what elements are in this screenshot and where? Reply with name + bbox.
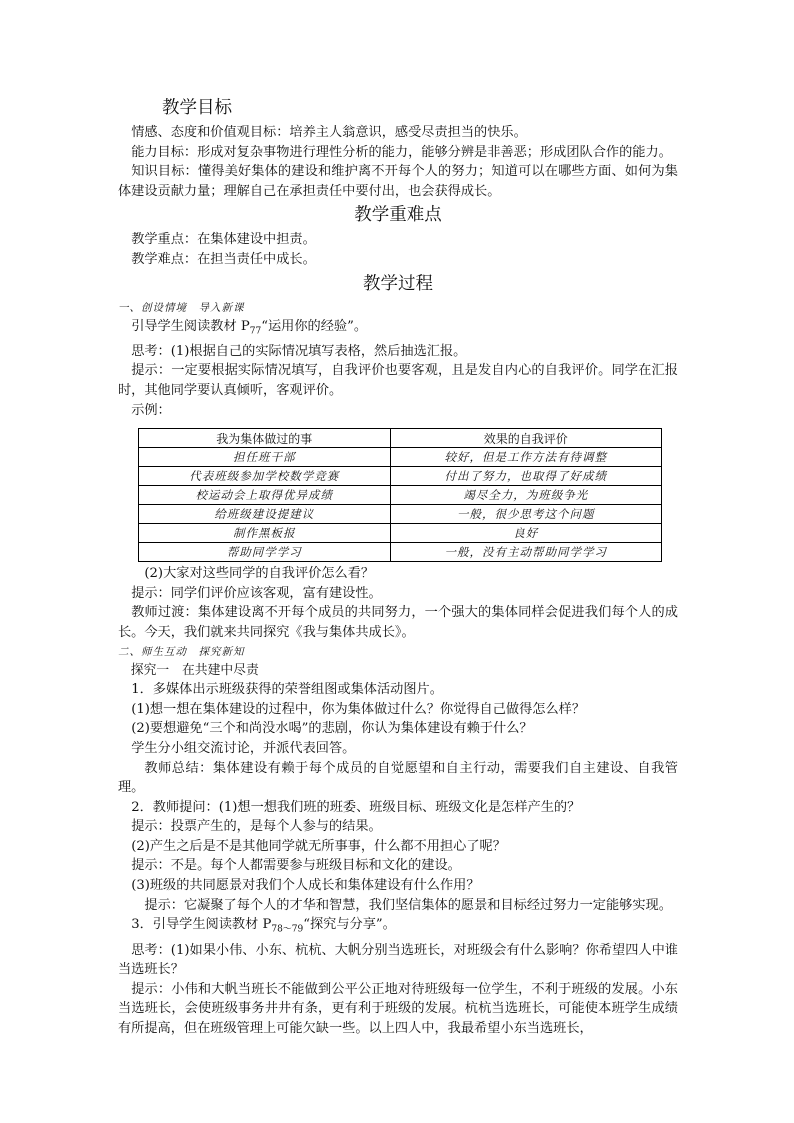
key-difficulty: 教学难点：在担当责任中成长。: [131, 251, 316, 267]
table-cell: 代表班级参加学校数学竞赛: [139, 467, 391, 486]
item1-q1: (1)想一想在集体建设的过程中，你为集体做过什么？你觉得自己做得怎么样？: [131, 701, 586, 717]
heading-key-points: 教学重难点: [354, 205, 442, 226]
table-cell: 校运动会上取得优异成绩: [139, 486, 391, 505]
table-cell: 付出了努力，也取得了好成绩: [390, 467, 661, 486]
table-header-cell: 效果的自我评价: [390, 429, 661, 448]
item1-discuss: 学生分小组交流讨论，并派代表回答。: [131, 740, 356, 756]
table-cell: 较好，但是工作方法有待调整: [390, 448, 661, 467]
section1-think: 思考：(1)根据自己的实际情况填写表格，然后抽选汇报。: [131, 343, 467, 359]
key-focus: 教学重点：在集体建设中担责。: [131, 232, 316, 248]
item3-page: 78～79: [271, 924, 304, 935]
table-cell: 良好: [390, 524, 661, 543]
section1-q2: (2)大家对这些同学的自我评价怎么看？: [144, 566, 375, 582]
item1-q2: (2)要想避免“三个和尚没水喝”的悲剧，你认为集体建设有赖于什么？: [131, 721, 533, 737]
table-row: [139, 524, 662, 543]
table-row: [139, 486, 662, 505]
table-cell: 一般，没有主动帮助同学学习: [390, 543, 661, 562]
table-cell: 制作黑板报: [139, 524, 391, 543]
item2-q3: (3)班级的共同愿景对我们个人成长和集体建设有什么作用？: [131, 878, 480, 894]
self-evaluation-table: [138, 428, 662, 562]
item3-hint: 提示：小伟和大帆当班长不能做到公平公正地对待班级每一位学生，不利于班级的发展。小东当选班长，会使班级事务井井有条，更有利于班级的发展。杭杭当选班长，可能使本班学生成绩有所提高，但在班级管理上可能欠缺一些。以上四人中，我最希望小东当选班长，: [118, 981, 678, 1036]
item3: [118, 915, 678, 940]
goal-knowledge: 知识目标：懂得美好集体的建设和维护离不开每个人的努力；知道可以在哪些方面、如何为集体建设贡献力量；理解自己在承担责任中要付出，也会获得成长。: [118, 164, 678, 199]
table-header-row: [139, 429, 662, 448]
section2-title: 二、师生互动 探究新知: [118, 645, 245, 658]
section1-hint: 提示：一定要根据实际情况填写，自我评价也要客观，且是发自内心的自我评价。同学在汇报时，其他同学要认真倾听，客观评价。: [118, 363, 678, 398]
section1-example: 示例：: [131, 402, 171, 418]
document-page: [118, 96, 678, 1038]
table-cell: 担任班干部: [139, 448, 391, 467]
goal-emotion: 情感、态度和价值观目标：培养主人翁意识，感受尽责担当的快乐。: [131, 125, 527, 140]
goal-ability: 能力目标：形成对复杂事物进行理性分析的能力，能够分辨是非善恶；形成团队合作的能力。: [131, 144, 672, 160]
heading-teaching-process: 教学过程: [363, 273, 433, 294]
table-cell: 竭尽全力，为班级争光: [390, 486, 661, 505]
item2-hint1: 提示：投票产生的，是每个人参与的结果。: [131, 819, 382, 835]
table-row: [139, 543, 662, 562]
guide-prefix: 引导学生阅读教材 P: [131, 318, 250, 334]
section1-transition: 教师过渡：集体建设离不开每个成员的共同努力，一个强大的集体同样会促进我们每个人的成长。今天，我们就来共同探究《我与集体共成长》。: [118, 605, 678, 640]
guide-suffix: “运用你的经验”。: [261, 318, 368, 334]
section1-guide: [118, 317, 678, 342]
explore1-title: 探究一 在共建中尽责: [130, 662, 259, 678]
item2: 2．教师提问：(1)想一想我们班的班委、班级目标、班级文化是怎样产生的？: [131, 799, 581, 815]
section1-title: 一、创设情境 导入新课: [118, 301, 245, 314]
section1-hint2: 提示：同学们评价应该客观，富有建设性。: [131, 585, 382, 601]
item3-suffix: “探究与分享”。: [303, 917, 396, 933]
item2-hint2: 提示：不是。每个人都需要参与班级目标和文化的建设。: [131, 858, 461, 874]
item1: 1．多媒体出示班级获得的荣誉组图或集体活动图片。: [131, 682, 443, 698]
item3-think: 思考：(1)如果小伟、小东、杭杭、大帆分别当选班长，对班级会有什么影响？你希望四人中谁当选班长？: [118, 942, 678, 978]
table-cell: 给班级建设提建议: [139, 505, 391, 524]
item2-hint3: 提示：它凝聚了每个人的才华和智慧，我们坚信集体的愿景和目标经过努力一定能够实现。: [144, 897, 672, 913]
item2-q2: (2)产生之后是不是其他同学就无所事事，什么都不用担心了呢？: [131, 838, 506, 854]
table-row: [139, 448, 662, 467]
heading-teaching-goals: 教学目标: [162, 98, 232, 118]
table-row: [139, 467, 662, 486]
table-cell: 帮助同学学习: [139, 543, 391, 562]
table-row: [139, 505, 662, 524]
table-cell: 一般，很少思考这个问题: [390, 505, 661, 524]
item3-prefix: 3．引导学生阅读教材 P: [131, 917, 272, 933]
guide-page: 77: [249, 326, 262, 337]
table-header-cell: 我为集体做过的事: [139, 429, 391, 448]
item1-summary: 教师总结：集体建设有赖于每个成员的自觉愿望和自主行动，需要我们自主建设、自我管理。: [118, 760, 678, 796]
